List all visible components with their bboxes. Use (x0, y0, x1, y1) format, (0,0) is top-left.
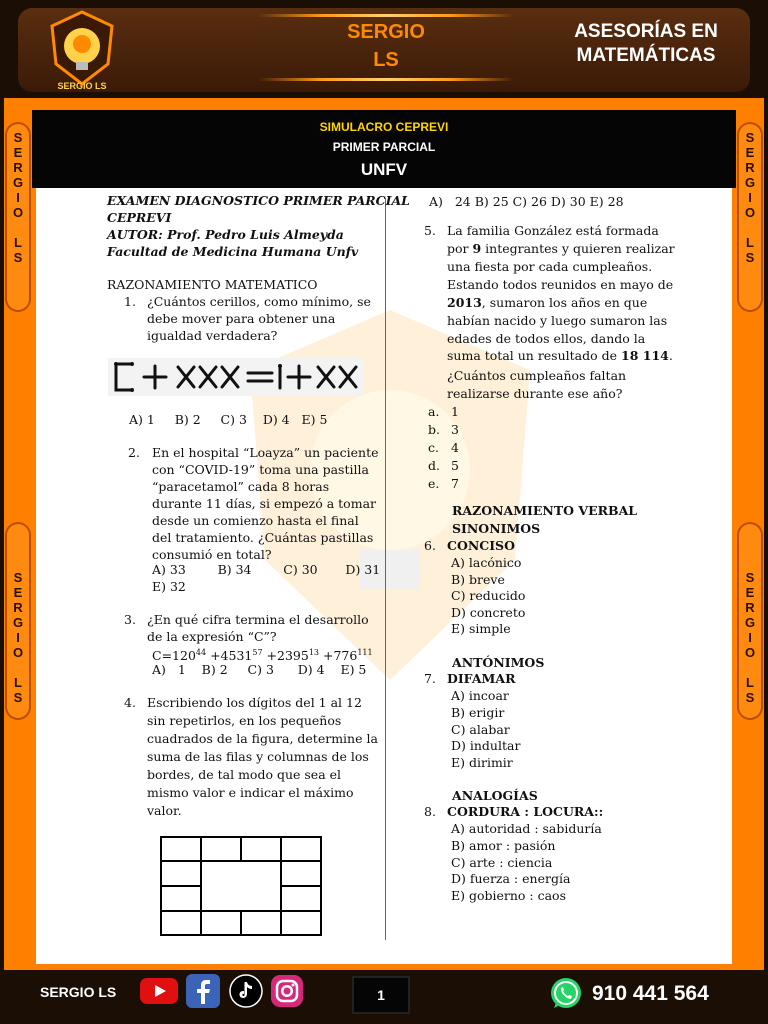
q3-term3: +2395 (262, 648, 309, 664)
q5-text-line2 (447, 240, 675, 257)
q3-exp4: 111 (357, 648, 373, 657)
side-letter: S (745, 250, 755, 265)
side-letter: S (745, 690, 755, 705)
side-letter-gap (737, 220, 763, 235)
side-tab-right-top (737, 122, 763, 312)
doc-header-line3: UNFV (360, 160, 408, 179)
doc-header-line1: SIMULACRO CEPREVI (319, 120, 449, 134)
q2-text-line7: consumió en total? (152, 547, 272, 562)
side-letter-gap (737, 660, 763, 675)
q5-option-a-key: a. (428, 404, 440, 419)
q5-text-line3: una fiesta por cada cumpleaños. (447, 259, 653, 274)
q4-text-line4: suma de las filas y columnas de los (147, 749, 369, 764)
q5-l8c: . (668, 348, 673, 363)
q7-option-c: C) alabar (451, 722, 510, 737)
q3-number: 3. (124, 612, 136, 627)
q8-option-b: B) amor : pasión (451, 838, 556, 853)
q6-number: 6. (424, 538, 436, 553)
whatsapp-icon[interactable] (548, 976, 584, 1012)
sergio-ls-logo (42, 8, 122, 92)
q4-text-line1: Escribiendo los dígitos del 1 al 12 (147, 695, 362, 710)
q5-text-line9: ¿Cuántos cumpleaños faltan (447, 368, 627, 383)
q5-l2a: por (447, 241, 473, 256)
q5-text-line7: edades de todos ellos, dando la (447, 331, 646, 346)
header-subtitle-line2: MATEMÁTICAS (576, 45, 716, 66)
q3-text-line2: de la expresión “C”? (147, 629, 277, 644)
q3-exp1: 44 (195, 648, 207, 657)
side-letter: O (12, 205, 24, 220)
q5-option-b: 3 (451, 422, 459, 437)
brand-line2: LS (373, 49, 399, 71)
tiktok-icon[interactable] (229, 974, 263, 1008)
q5-text-line5 (447, 294, 647, 311)
q6-option-a: A) lacónico (451, 555, 522, 570)
q2-options-line2: E) 32 (152, 579, 186, 594)
side-tab-left-top (5, 122, 31, 312)
q8-option-d: D) fuerza : energía (451, 871, 571, 886)
q5-text-line10: realizarse durante ese año? (447, 386, 623, 401)
q1-text-line2: debe mover para obtener una (147, 311, 336, 326)
column-divider (385, 198, 386, 940)
q5-option-c: 4 (451, 440, 459, 455)
side-letter: L (746, 235, 754, 250)
q1-options: A) 1 B) 2 C) 3 D) 4 E) 5 (129, 412, 328, 427)
q7-option-d: D) indultar (451, 738, 521, 753)
side-letter: L (746, 675, 754, 690)
q2-text-line3: “paracetamol” cada 8 horas (152, 479, 330, 494)
q4-text-line7: valor. (147, 803, 182, 818)
side-letter: S (745, 130, 755, 145)
q5-option-c-key: c. (428, 440, 439, 455)
section-razonamiento-matematico: RAZONAMIENTO MATEMATICO (107, 277, 318, 292)
q3-term4: +776 (319, 648, 358, 664)
side-tab-left-bottom (5, 522, 31, 720)
side-letter: O (12, 645, 24, 660)
q6-option-c: C) reducido (451, 588, 526, 603)
q5-option-d: 5 (451, 458, 459, 473)
svg-text:SERGIO LS: SERGIO LS (57, 81, 107, 91)
section-sinonimos: SINONIMOS (452, 521, 541, 536)
section-analogias: ANALOGÍAS (452, 788, 538, 803)
q4-number: 4. (124, 695, 136, 710)
q4-text-line5: bordes, de tal modo que sea el (147, 767, 342, 782)
q6-option-d: D) concreto (451, 605, 526, 620)
exam-author: AUTOR: Prof. Pedro Luis Almeyda (107, 227, 344, 242)
q5-l2c: integrantes y quieren realizar (481, 241, 675, 256)
side-letter: G (12, 175, 24, 190)
q5-option-e-key: e. (428, 476, 440, 491)
q4-grid-figure (160, 836, 322, 936)
q2-text-line5: desde un comienzo hasta el final (152, 513, 359, 528)
q5-number: 5. (424, 223, 436, 238)
q2-text-line2: con “COVID-19” toma una pastilla (152, 462, 369, 477)
q7-option-e: E) dirimir (451, 755, 513, 770)
q5-option-d-key: d. (428, 458, 440, 473)
side-letter: S (13, 130, 23, 145)
doc-header-line2: PRIMER PARCIAL (332, 140, 436, 154)
q8-word: CORDURA : LOCURA:: (447, 804, 604, 819)
q3-exp3: 13 (308, 648, 319, 657)
q6-word: CONCISO (447, 538, 515, 553)
q1-text-line1: ¿Cuántos cerillos, como mínimo, se (147, 294, 371, 309)
q2-text-line4: durante 11 días, si empezó a tomar (152, 496, 376, 511)
side-letter: R (13, 600, 23, 615)
side-letter: I (16, 630, 20, 645)
side-letter: G (744, 175, 756, 190)
side-letter: R (745, 160, 755, 175)
side-letter: G (744, 615, 756, 630)
q2-text-line1: En el hospital “Loayza” un paciente (152, 445, 379, 460)
exam-faculty: Facultad de Medicina Humana Unfv (107, 244, 359, 259)
side-letter: S (13, 690, 23, 705)
brand-line-bottom (258, 78, 514, 81)
q4-text-line2: sin repetirlos, en los pequeños (147, 713, 342, 728)
header-subtitle (548, 20, 744, 68)
q2-text-line6: del tratamiento. ¿Cuántas pastillas (152, 530, 374, 545)
facebook-icon[interactable] (186, 974, 220, 1008)
q2-options-line1: A) 33 B) 34 C) 30 D) 31 (152, 562, 381, 577)
q3-exp2: 57 (252, 648, 263, 657)
header-subtitle-line1: ASESORÍAS EN (574, 21, 718, 42)
brand-line1: SERGIO (347, 21, 425, 43)
q5-l8a: suma total un resultado de (447, 348, 621, 363)
q8-number: 8. (424, 804, 436, 819)
q5-l8b: 18 114 (621, 348, 669, 363)
side-letter: S (13, 570, 23, 585)
side-letter: E (745, 145, 755, 160)
side-letter: E (745, 585, 755, 600)
q5-option-a: 1 (451, 404, 459, 419)
youtube-icon[interactable] (140, 978, 178, 1004)
exam-title-line2: CEPREVI (107, 210, 172, 225)
q5-text-line6: habían nacido y luego sumaron las (447, 313, 668, 328)
q4-text-line3: cuadrados de la figura, determine la (147, 731, 378, 746)
footer-brand-name: SERGIO LS (40, 984, 117, 1000)
side-letter: O (744, 645, 756, 660)
side-tab-right-bottom (737, 522, 763, 720)
side-letter: I (16, 190, 20, 205)
side-letter-gap (5, 220, 31, 235)
side-letter: G (12, 615, 24, 630)
q1-text-line3: igualdad verdadera? (147, 328, 278, 343)
q3-options: A) 1 B) 2 C) 3 D) 4 E) 5 (152, 662, 367, 677)
q7-option-a: A) incoar (451, 688, 509, 703)
q5-option-e: 7 (451, 476, 459, 491)
side-letter-gap (5, 660, 31, 675)
q5-text-line8 (447, 347, 673, 364)
section-antonimos: ANTÓNIMOS (452, 655, 545, 670)
q5-l2b: 9 (472, 241, 482, 256)
q4-text-line6: mismo valor e indicar el máximo (147, 785, 354, 800)
q7-number: 7. (424, 671, 436, 686)
side-letter: I (748, 190, 752, 205)
q8-option-e: E) gobierno : caos (451, 888, 567, 903)
q4-options: A) 24 B) 25 C) 26 D) 30 E) 28 (429, 194, 624, 209)
q7-option-b: B) erigir (451, 705, 505, 720)
q2-number: 2. (128, 445, 140, 460)
side-letter: I (748, 630, 752, 645)
side-letter: R (745, 600, 755, 615)
brand-line-top (258, 14, 514, 17)
q1-number: 1. (124, 294, 136, 309)
q6-option-b: B) breve (451, 572, 505, 587)
q5-text-line4: Estando todos reunidos en mayo de (447, 277, 674, 292)
q5-l5a: 2013 (447, 295, 482, 310)
side-letter: E (13, 585, 23, 600)
q6-option-e: E) simple (451, 621, 511, 636)
side-letter: S (745, 570, 755, 585)
side-letter: S (13, 250, 23, 265)
exam-title-line1: EXAMEN DIAGNOSTICO PRIMER PARCIAL (107, 193, 410, 208)
q5-text-line1: La familia González está formada (447, 223, 659, 238)
instagram-icon[interactable] (270, 974, 304, 1008)
side-letter: O (744, 205, 756, 220)
q5-option-b-key: b. (428, 422, 440, 437)
q3-term1: C=120 (152, 648, 196, 664)
q8-option-c: C) arte : ciencia (451, 855, 553, 870)
matchstick-equation-figure (108, 358, 364, 396)
side-letter: L (14, 235, 22, 250)
section-razonamiento-verbal: RAZONAMIENTO VERBAL (452, 503, 638, 518)
side-letter: E (13, 145, 23, 160)
brand-title (258, 18, 514, 74)
q3-term2: +4531 (206, 648, 253, 664)
side-letter: R (13, 160, 23, 175)
page-number: 1 (352, 976, 410, 1014)
q3-text-line1: ¿En qué cifra termina el desarrollo (147, 612, 369, 627)
q5-l5b: , sumaron los años en que (481, 295, 648, 310)
side-letter: L (14, 675, 22, 690)
document-header (32, 110, 736, 188)
q7-word: DIFAMAR (447, 671, 516, 686)
phone-number: 910 441 564 (592, 982, 709, 1005)
q8-option-a: A) autoridad : sabiduría (451, 821, 602, 836)
